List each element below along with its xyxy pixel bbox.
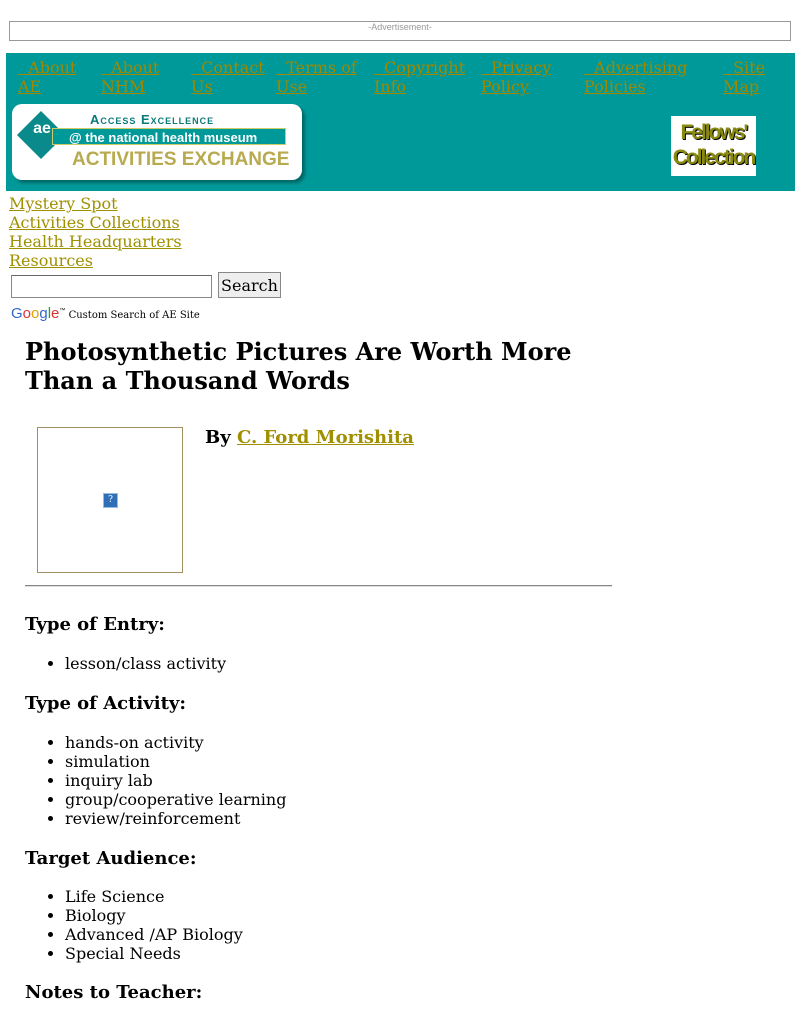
heading-type-of-activity: Type of Activity: xyxy=(25,693,186,714)
side-links xyxy=(9,194,182,270)
list-item: • Biology xyxy=(65,906,243,925)
nav-link[interactable]: Advertising Policies xyxy=(584,58,688,96)
fellows-collection-logo[interactable]: Fellows' Collection xyxy=(671,116,756,176)
nav-about-nhm[interactable] xyxy=(101,58,159,96)
link-health-headquarters[interactable]: Health Headquarters xyxy=(9,232,182,251)
nav-copyright-info[interactable] xyxy=(374,58,465,96)
list-item: • hands-on activity xyxy=(65,733,286,752)
list-item: • Advanced /AP Biology xyxy=(65,925,243,944)
list-item: • inquiry lab xyxy=(65,771,286,790)
by-label: By xyxy=(205,427,231,448)
nav-link[interactable]: Terms of Use xyxy=(276,58,357,96)
heading-notes-to-teacher: Notes to Teacher: xyxy=(25,982,203,1003)
list-item: • Special Needs xyxy=(65,944,243,963)
google-caption: Custom Search of AE Site xyxy=(68,310,200,321)
nav-link[interactable]: Contact Us xyxy=(191,58,265,96)
broken-image-icon: ? xyxy=(103,493,118,508)
byline xyxy=(205,427,414,448)
nav-advertising-policies[interactable] xyxy=(584,58,688,96)
heading-target-audience: Target Audience: xyxy=(25,848,197,869)
author-image xyxy=(37,427,183,573)
nav-contact-us[interactable] xyxy=(191,58,265,96)
author-link[interactable]: C. Ford Morishita xyxy=(236,427,414,448)
nav-link[interactable]: Site Map xyxy=(723,58,766,96)
logo-line3: ACTIVITIES EXCHANGE xyxy=(72,149,290,170)
search-input[interactable] xyxy=(11,275,212,298)
search-button[interactable]: Search xyxy=(218,272,281,298)
list-target-audience xyxy=(25,887,243,963)
nav-about-ae[interactable] xyxy=(18,58,76,96)
google-logo: Google™ xyxy=(11,305,66,322)
list-item: • group/cooperative learning xyxy=(65,790,286,809)
activities-exchange-logo[interactable] xyxy=(12,104,302,180)
ae-badge: ae xyxy=(33,120,51,137)
link-activities-collections[interactable]: Activities Collections xyxy=(9,213,180,232)
nav-privacy-policy[interactable] xyxy=(481,58,551,96)
link-resources[interactable]: Resources xyxy=(9,251,93,270)
list-type-of-entry xyxy=(25,654,226,673)
nav-link[interactable]: Privacy Policy xyxy=(481,58,552,96)
ad-label: -Advertisement- xyxy=(368,22,432,32)
link-mystery-spot[interactable]: Mystery Spot xyxy=(9,194,118,213)
nav-link[interactable]: About AE xyxy=(18,58,77,96)
logo-line2: @ the national health museum xyxy=(52,128,286,145)
list-item: • lesson/class activity xyxy=(65,654,226,673)
nav-link[interactable]: Copyright Info xyxy=(374,58,466,96)
nav-site-map[interactable] xyxy=(723,58,765,96)
list-item: • Life Science xyxy=(65,887,243,906)
google-custom-search-label xyxy=(11,305,200,322)
divider xyxy=(25,585,612,587)
advertisement-banner xyxy=(9,21,791,41)
logo-line1: Access Excellence xyxy=(90,112,215,127)
header-band xyxy=(6,53,795,191)
heading-type-of-entry: Type of Entry: xyxy=(25,614,165,635)
nav-terms-of-use[interactable] xyxy=(276,58,357,96)
list-type-of-activity xyxy=(25,733,286,828)
nav-link[interactable]: About NHM xyxy=(101,58,160,96)
list-item: • simulation xyxy=(65,752,286,771)
list-item: • review/reinforcement xyxy=(65,809,286,828)
page-title: Photosynthetic Pictures Are Worth More Than a Thousand Words xyxy=(25,337,572,395)
